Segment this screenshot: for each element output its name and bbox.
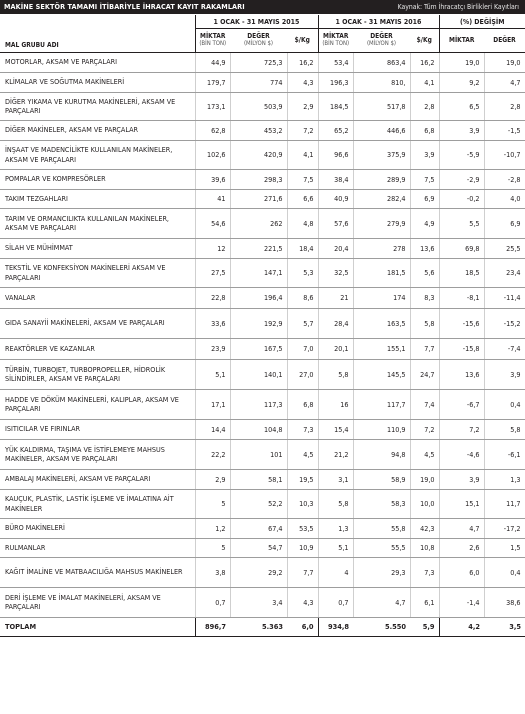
table-row (0, 538, 525, 557)
row-group-name: GIDA SANAYİİ MAKİNELERİ, AKSAM VE PARÇALARI (0, 308, 195, 338)
cell-change-deger: 3,9 (484, 359, 525, 389)
cell-miktar-2015: 5,1 (195, 359, 230, 389)
cell-change-miktar: -15,6 (439, 308, 484, 338)
row-group-name: KAUÇUK, PLASTİK, LASTİK İŞLEME VE İMALATINA AİT MAKİNELER (0, 489, 195, 518)
table-row (0, 120, 525, 140)
header-period-2016: 1 OCAK - 31 MAYIS 2016 (318, 15, 439, 29)
cell-change-miktar: 5,5 (439, 208, 484, 238)
table-row (0, 208, 525, 238)
cell-miktar-2016: 96,6 (318, 140, 353, 169)
header-perkg-2015: $/Kg (287, 29, 318, 53)
total-deger-2016: 5.550 (353, 617, 410, 636)
cell-change-deger: 38,6 (484, 587, 525, 617)
cell-deger-2015: 3,4 (230, 587, 287, 617)
total-row (0, 617, 525, 636)
cell-change-miktar: 15,1 (439, 489, 484, 518)
cell-miktar-2016: 15,4 (318, 419, 353, 439)
cell-miktar-2015: 0,7 (195, 587, 230, 617)
cell-perkg-2016: 4,9 (410, 208, 439, 238)
cell-miktar-2015: 17,1 (195, 389, 230, 419)
cell-perkg-2016: 5,6 (410, 258, 439, 287)
row-group-name: VANALAR (0, 287, 195, 308)
table-title-bar (0, 0, 525, 14)
cell-change-miktar: 2,6 (439, 538, 484, 557)
cell-change-miktar: -8,1 (439, 287, 484, 308)
header-miktar-2015: MİKTAR (BİN TON) (195, 29, 230, 53)
cell-miktar-2016: 53,4 (318, 52, 353, 72)
cell-miktar-2016: 20,4 (318, 238, 353, 258)
cell-change-miktar: 3,9 (439, 120, 484, 140)
cell-miktar-2015: 41 (195, 189, 230, 208)
cell-change-miktar: -5,9 (439, 140, 484, 169)
cell-miktar-2015: 3,8 (195, 557, 230, 587)
row-group-name: TÜRBİN, TURBOJET, TURBOPROPELLER, HİDROLİK SİLİNDİRLER, AKSAM VE PARÇALARI (0, 359, 195, 389)
row-group-name: YÜK KALDIRMA, TAŞIMA VE İSTİFLEMEYE MAHSUS MAKİNELER, AKSAM VE PARÇALARI (0, 439, 195, 469)
cell-perkg-2015: 6,6 (287, 189, 318, 208)
cell-perkg-2015: 10,9 (287, 538, 318, 557)
cell-miktar-2015: 2,9 (195, 469, 230, 489)
cell-perkg-2015: 7,5 (287, 169, 318, 189)
cell-change-deger: 6,9 (484, 208, 525, 238)
cell-deger-2016: 375,9 (353, 140, 410, 169)
cell-perkg-2015: 6,8 (287, 389, 318, 419)
cell-perkg-2015: 5,3 (287, 258, 318, 287)
cell-miktar-2015: 1,2 (195, 518, 230, 538)
cell-change-miktar: 18,5 (439, 258, 484, 287)
cell-deger-2015: 147,1 (230, 258, 287, 287)
total-label: TOPLAM (0, 617, 195, 636)
cell-change-miktar: 3,9 (439, 469, 484, 489)
cell-deger-2016: 181,5 (353, 258, 410, 287)
cell-change-miktar: 69,8 (439, 238, 484, 258)
cell-deger-2016: 282,4 (353, 189, 410, 208)
header-change-miktar: MİKTAR (439, 29, 484, 53)
cell-deger-2015: 453,2 (230, 120, 287, 140)
cell-miktar-2016: 38,4 (318, 169, 353, 189)
cell-deger-2015: 140,1 (230, 359, 287, 389)
cell-change-deger: 2,8 (484, 92, 525, 120)
cell-miktar-2016: 65,2 (318, 120, 353, 140)
cell-change-deger: 23,4 (484, 258, 525, 287)
table-row (0, 557, 525, 587)
cell-change-deger: -7,4 (484, 338, 525, 359)
cell-perkg-2016: 7,7 (410, 338, 439, 359)
row-group-name: REAKTÖRLER VE KAZANLAR (0, 338, 195, 359)
cell-deger-2015: 29,2 (230, 557, 287, 587)
row-group-name: İNŞAAT VE MADENCİLİKTE KULLANILAN MAKİNELER, AKSAM VE PARÇALARI (0, 140, 195, 169)
cell-deger-2016: 289,9 (353, 169, 410, 189)
cell-perkg-2015: 10,3 (287, 489, 318, 518)
cell-perkg-2015: 19,5 (287, 469, 318, 489)
row-group-name: TEKSTİL VE KONFEKSİYON MAKİNELERİ AKSAM VE PARÇALARI (0, 258, 195, 287)
cell-deger-2015: 774 (230, 72, 287, 92)
cell-miktar-2015: 5 (195, 538, 230, 557)
cell-deger-2016: 55,8 (353, 518, 410, 538)
cell-deger-2015: 420,9 (230, 140, 287, 169)
cell-perkg-2016: 6,8 (410, 120, 439, 140)
header-change-deger: DEĞER (484, 29, 525, 53)
table-row (0, 287, 525, 308)
row-group-name: DERİ İŞLEME VE İMALAT MAKİNELERİ, AKSAM VE PARÇALARI (0, 587, 195, 617)
cell-miktar-2015: 179,7 (195, 72, 230, 92)
table-row (0, 359, 525, 389)
cell-perkg-2016: 2,8 (410, 92, 439, 120)
cell-perkg-2016: 24,7 (410, 359, 439, 389)
cell-miktar-2015: 102,6 (195, 140, 230, 169)
cell-deger-2015: 101 (230, 439, 287, 469)
cell-perkg-2015: 4,1 (287, 140, 318, 169)
cell-miktar-2016: 4 (318, 557, 353, 587)
cell-perkg-2016: 7,4 (410, 389, 439, 419)
cell-miktar-2015: 33,6 (195, 308, 230, 338)
cell-miktar-2016: 28,4 (318, 308, 353, 338)
table-row (0, 389, 525, 419)
cell-change-deger: 4,0 (484, 189, 525, 208)
cell-change-deger: -10,7 (484, 140, 525, 169)
cell-change-deger: -17,2 (484, 518, 525, 538)
cell-deger-2015: 52,2 (230, 489, 287, 518)
table-title: MAKİNE SEKTÖR TAMAMI İTİBARİYLE İHRACAT KAYIT RAKAMLARI (4, 2, 245, 11)
cell-deger-2016: 94,8 (353, 439, 410, 469)
header-change: (%) DEĞİŞİM (439, 15, 525, 29)
cell-miktar-2015: 22,2 (195, 439, 230, 469)
header-group-name: MAL GRUBU ADI (0, 29, 195, 53)
header-deger-2016: DEĞER (MİLYON $) (353, 29, 410, 53)
cell-perkg-2015: 4,3 (287, 587, 318, 617)
cell-perkg-2016: 7,2 (410, 419, 439, 439)
cell-deger-2016: 155,1 (353, 338, 410, 359)
cell-perkg-2016: 7,5 (410, 169, 439, 189)
cell-change-miktar: -2,9 (439, 169, 484, 189)
cell-change-miktar: 6,5 (439, 92, 484, 120)
table-row (0, 489, 525, 518)
cell-change-deger: 4,7 (484, 72, 525, 92)
cell-change-deger: -11,4 (484, 287, 525, 308)
table-row (0, 238, 525, 258)
cell-perkg-2016: 42,3 (410, 518, 439, 538)
row-group-name: KAĞIT İMALİNE VE MATBAACILIĞA MAHSUS MAKİNELER (0, 557, 195, 587)
cell-perkg-2016: 8,3 (410, 287, 439, 308)
cell-miktar-2016: 5,8 (318, 489, 353, 518)
table-row (0, 92, 525, 120)
cell-perkg-2016: 3,9 (410, 140, 439, 169)
table-row (0, 439, 525, 469)
cell-deger-2015: 196,4 (230, 287, 287, 308)
row-group-name: KLİMALAR VE SOĞUTMA MAKİNELERİ (0, 72, 195, 92)
cell-deger-2016: 810, (353, 72, 410, 92)
table-row (0, 72, 525, 92)
table-row (0, 338, 525, 359)
cell-change-miktar: 13,6 (439, 359, 484, 389)
cell-deger-2015: 725,3 (230, 52, 287, 72)
cell-miktar-2015: 14,4 (195, 419, 230, 439)
cell-change-deger: -2,8 (484, 169, 525, 189)
cell-change-deger: 1,5 (484, 538, 525, 557)
cell-perkg-2016: 7,3 (410, 557, 439, 587)
table-row (0, 518, 525, 538)
cell-deger-2015: 54,7 (230, 538, 287, 557)
table-row (0, 419, 525, 439)
cell-perkg-2016: 5,8 (410, 308, 439, 338)
export-table (0, 15, 525, 637)
cell-miktar-2016: 40,9 (318, 189, 353, 208)
cell-change-deger: 0,4 (484, 557, 525, 587)
cell-deger-2016: 174 (353, 287, 410, 308)
row-group-name: TARIM VE ORMANCILIKTA KULLANILAN MAKİNELER, AKSAM VE PARÇALARI (0, 208, 195, 238)
cell-miktar-2015: 54,6 (195, 208, 230, 238)
table-row (0, 189, 525, 208)
total-change-miktar: 4,2 (439, 617, 484, 636)
cell-change-miktar: -4,6 (439, 439, 484, 469)
cell-deger-2016: 446,6 (353, 120, 410, 140)
cell-change-deger: 11,7 (484, 489, 525, 518)
cell-miktar-2015: 44,9 (195, 52, 230, 72)
cell-deger-2015: 221,5 (230, 238, 287, 258)
cell-deger-2016: 278 (353, 238, 410, 258)
cell-perkg-2015: 27,0 (287, 359, 318, 389)
cell-perkg-2016: 4,5 (410, 439, 439, 469)
cell-perkg-2015: 7,0 (287, 338, 318, 359)
table-row (0, 258, 525, 287)
cell-deger-2015: 67,4 (230, 518, 287, 538)
cell-perkg-2015: 7,2 (287, 120, 318, 140)
cell-change-deger: -6,1 (484, 439, 525, 469)
cell-perkg-2016: 10,0 (410, 489, 439, 518)
cell-perkg-2015: 7,3 (287, 419, 318, 439)
cell-miktar-2016: 5,8 (318, 359, 353, 389)
cell-change-miktar: 9,2 (439, 72, 484, 92)
cell-perkg-2015: 7,7 (287, 557, 318, 587)
cell-change-deger: -15,2 (484, 308, 525, 338)
cell-perkg-2016: 19,0 (410, 469, 439, 489)
cell-perkg-2015: 16,2 (287, 52, 318, 72)
cell-change-deger: 19,0 (484, 52, 525, 72)
cell-miktar-2015: 12 (195, 238, 230, 258)
cell-deger-2016: 145,5 (353, 359, 410, 389)
table-body (0, 52, 525, 617)
cell-deger-2015: 167,5 (230, 338, 287, 359)
table-row (0, 52, 525, 72)
cell-perkg-2016: 10,8 (410, 538, 439, 557)
cell-deger-2016: 110,9 (353, 419, 410, 439)
cell-deger-2015: 271,6 (230, 189, 287, 208)
row-group-name: MOTORLAR, AKSAM VE PARÇALARI (0, 52, 195, 72)
cell-deger-2016: 55,5 (353, 538, 410, 557)
cell-miktar-2015: 39,6 (195, 169, 230, 189)
header-period-2015: 1 OCAK - 31 MAYIS 2015 (195, 15, 318, 29)
cell-perkg-2015: 4,5 (287, 439, 318, 469)
source-note: Kaynak: Tüm İhracatçı Birlikleri Kayıtları (397, 2, 519, 11)
row-group-name: HADDE VE DÖKÜM MAKİNELERİ, KALIPLAR, AKSAM VE PARÇALARI (0, 389, 195, 419)
row-group-name: TAKIM TEZGAHLARI (0, 189, 195, 208)
row-group-name: BÜRO MAKİNELERİ (0, 518, 195, 538)
cell-change-miktar: 7,2 (439, 419, 484, 439)
row-group-name: DİĞER MAKİNELER, AKSAM VE PARÇALAR (0, 120, 195, 140)
cell-miktar-2016: 3,1 (318, 469, 353, 489)
cell-perkg-2015: 53,5 (287, 518, 318, 538)
cell-change-deger: 5,8 (484, 419, 525, 439)
cell-miktar-2016: 16 (318, 389, 353, 419)
cell-perkg-2015: 4,3 (287, 72, 318, 92)
row-group-name: AMBALAJ MAKİNELERİ, AKSAM VE PARÇALARI (0, 469, 195, 489)
cell-change-miktar: 6,0 (439, 557, 484, 587)
table-row (0, 140, 525, 169)
cell-perkg-2016: 6,9 (410, 189, 439, 208)
row-group-name: DİĞER YIKAMA VE KURUTMA MAKİNELERİ, AKSAM VE PARÇALARI (0, 92, 195, 120)
cell-miktar-2016: 20,1 (318, 338, 353, 359)
cell-miktar-2016: 0,7 (318, 587, 353, 617)
cell-miktar-2015: 5 (195, 489, 230, 518)
header-perkg-2016: $/Kg (410, 29, 439, 53)
cell-change-deger: 0,4 (484, 389, 525, 419)
cell-deger-2016: 117,7 (353, 389, 410, 419)
cell-perkg-2015: 18,4 (287, 238, 318, 258)
cell-deger-2016: 517,8 (353, 92, 410, 120)
cell-deger-2015: 262 (230, 208, 287, 238)
cell-miktar-2016: 57,6 (318, 208, 353, 238)
total-perkg-2016: 5,9 (410, 617, 439, 636)
cell-perkg-2016: 13,6 (410, 238, 439, 258)
cell-miktar-2015: 23,9 (195, 338, 230, 359)
cell-perkg-2016: 16,2 (410, 52, 439, 72)
cell-miktar-2015: 173,1 (195, 92, 230, 120)
row-group-name: SİLAH VE MÜHİMMAT (0, 238, 195, 258)
table-row (0, 169, 525, 189)
cell-change-miktar: -6,7 (439, 389, 484, 419)
row-group-name: ISITICILAR VE FIRINLAR (0, 419, 195, 439)
cell-miktar-2016: 5,1 (318, 538, 353, 557)
cell-deger-2015: 58,1 (230, 469, 287, 489)
cell-perkg-2016: 6,1 (410, 587, 439, 617)
cell-change-miktar: -0,2 (439, 189, 484, 208)
total-perkg-2015: 6,0 (287, 617, 318, 636)
header-spacer (0, 15, 195, 29)
cell-deger-2015: 192,9 (230, 308, 287, 338)
cell-change-deger: 1,3 (484, 469, 525, 489)
cell-perkg-2015: 2,9 (287, 92, 318, 120)
cell-miktar-2016: 32,5 (318, 258, 353, 287)
row-group-name: RULMANLAR (0, 538, 195, 557)
total-change-deger: 3,5 (484, 617, 525, 636)
cell-change-deger: 25,5 (484, 238, 525, 258)
cell-miktar-2016: 196,3 (318, 72, 353, 92)
cell-deger-2016: 29,3 (353, 557, 410, 587)
cell-deger-2016: 163,5 (353, 308, 410, 338)
total-deger-2015: 5.363 (230, 617, 287, 636)
cell-miktar-2016: 21 (318, 287, 353, 308)
cell-perkg-2015: 8,6 (287, 287, 318, 308)
header-row-columns (0, 29, 525, 53)
cell-miktar-2015: 62,8 (195, 120, 230, 140)
cell-deger-2016: 4,7 (353, 587, 410, 617)
header-deger-2015: DEĞER (MİLYON $) (230, 29, 287, 53)
cell-change-miktar: -15,8 (439, 338, 484, 359)
cell-miktar-2015: 27,5 (195, 258, 230, 287)
cell-change-miktar: 19,0 (439, 52, 484, 72)
cell-perkg-2016: 4,1 (410, 72, 439, 92)
cell-deger-2016: 58,3 (353, 489, 410, 518)
cell-change-miktar: 4,7 (439, 518, 484, 538)
cell-deger-2015: 298,3 (230, 169, 287, 189)
cell-deger-2015: 117,3 (230, 389, 287, 419)
total-miktar-2016: 934,8 (318, 617, 353, 636)
table-row (0, 308, 525, 338)
table-row (0, 587, 525, 617)
cell-perkg-2015: 4,8 (287, 208, 318, 238)
cell-change-deger: -1,5 (484, 120, 525, 140)
cell-deger-2015: 104,8 (230, 419, 287, 439)
table-row (0, 469, 525, 489)
cell-miktar-2015: 22,8 (195, 287, 230, 308)
header-miktar-2016: MİKTAR (BİN TON) (318, 29, 353, 53)
cell-deger-2016: 279,9 (353, 208, 410, 238)
cell-change-miktar: -1,4 (439, 587, 484, 617)
cell-miktar-2016: 1,3 (318, 518, 353, 538)
total-miktar-2015: 896,7 (195, 617, 230, 636)
cell-miktar-2016: 184,5 (318, 92, 353, 120)
cell-deger-2016: 863,4 (353, 52, 410, 72)
row-group-name: POMPALAR VE KOMPRESÖRLER (0, 169, 195, 189)
cell-deger-2016: 58,9 (353, 469, 410, 489)
cell-perkg-2015: 5,7 (287, 308, 318, 338)
header-row-periods (0, 15, 525, 29)
cell-deger-2015: 503,9 (230, 92, 287, 120)
cell-miktar-2016: 21,2 (318, 439, 353, 469)
